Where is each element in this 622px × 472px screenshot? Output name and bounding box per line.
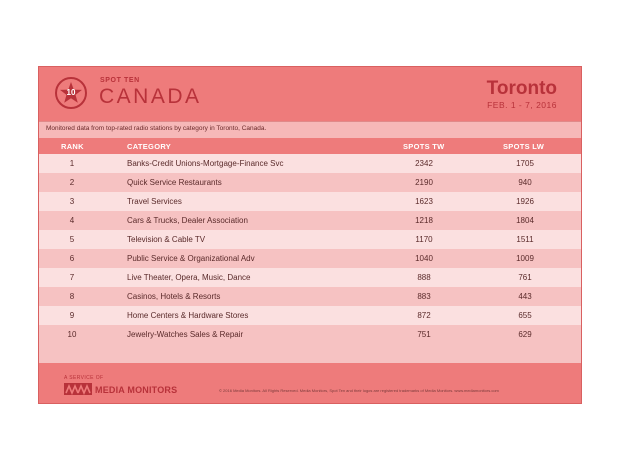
city-title: Toronto [486,78,557,99]
category-cell: Television & Cable TV [127,235,206,244]
copyright-text: © 2016 Media Monitors. All Rights Reserved. Media Monitors, Spot Ten and their logos are registered trademarks of Media Monitors. www.mediamonitors.com [219,388,499,393]
spots-lw-cell: 443 [518,292,532,301]
spots-lw-cell: 1705 [516,159,534,168]
subtitle-text: Monitored data from top-rated radio stations by category in Toronto, Canada. [46,125,267,132]
column-header-spots-tw: SPOTS TW [403,142,445,151]
category-cell: Cars & Trucks, Dealer Association [127,216,248,225]
rank-cell: 7 [69,273,75,282]
rank-cell: 2 [69,178,75,187]
spot-ten-label: SPOT TEN [100,77,140,84]
logo-text: MEDIA MONITORS [95,385,178,395]
column-header-category: CATEGORY [127,142,172,151]
table-row [39,287,581,306]
spots-lw-cell: 761 [518,273,532,282]
table-row [39,325,581,344]
table-row [39,192,581,211]
spots-tw-cell: 888 [417,273,431,282]
table-row [39,211,581,230]
spots-tw-cell: 2190 [415,178,433,187]
rank-cell: 10 [67,330,77,339]
country-title: CANADA [99,85,202,108]
rank-cell: 5 [69,235,75,244]
category-cell: Jewelry-Watches Sales & Repair [127,330,244,339]
badge-number: 10 [66,88,76,97]
spots-tw-cell: 751 [417,330,431,339]
spots-tw-cell: 1170 [415,235,433,244]
rank-cell: 8 [69,292,75,301]
category-cell: Quick Service Restaurants [127,178,222,187]
date-range: FEB. 1 - 7, 2016 [487,100,557,110]
spots-tw-cell: 1218 [415,216,433,225]
spots-lw-cell: 1804 [516,216,534,225]
spots-tw-cell: 2342 [415,159,433,168]
category-cell: Live Theater, Opera, Music, Dance [127,273,251,282]
ranking-table [39,154,581,363]
subtitle-bar [39,121,581,138]
category-cell: Public Service & Organizational Adv [127,254,255,263]
category-cell: Casinos, Hotels & Resorts [127,292,221,301]
rank-cell: 4 [69,216,75,225]
table-spacer-row [39,344,581,363]
table-row [39,154,581,173]
rank-cell: 9 [69,311,75,320]
spots-tw-cell: 883 [417,292,431,301]
spot-ten-card [38,66,582,404]
spot-ten-badge [55,77,87,109]
spots-lw-cell: 940 [518,178,532,187]
rank-cell: 3 [69,197,75,206]
table-row [39,230,581,249]
category-cell: Travel Services [127,197,182,206]
rank-cell: 6 [69,254,75,263]
table-row [39,249,581,268]
spots-lw-cell: 655 [518,311,532,320]
spots-lw-cell: 1511 [516,235,534,244]
spots-lw-cell: 1926 [516,197,534,206]
table-row [39,306,581,325]
spots-tw-cell: 872 [417,311,431,320]
rank-cell: 1 [69,159,75,168]
column-header-rank: RANK [61,142,84,151]
category-cell: Banks-Credit Unions-Mortgage-Finance Svc [127,159,284,168]
service-label: A SERVICE OF [64,375,104,381]
table-row [39,173,581,192]
spots-lw-cell: 1009 [516,254,534,263]
spots-lw-cell: 629 [518,330,532,339]
column-header-spots-lw: SPOTS LW [503,142,545,151]
media-monitors-logo-icon [64,383,92,395]
table-row [39,268,581,287]
spots-tw-cell: 1623 [415,197,433,206]
spots-tw-cell: 1040 [415,254,433,263]
category-cell: Home Centers & Hardware Stores [127,311,249,320]
card-header [39,67,581,121]
